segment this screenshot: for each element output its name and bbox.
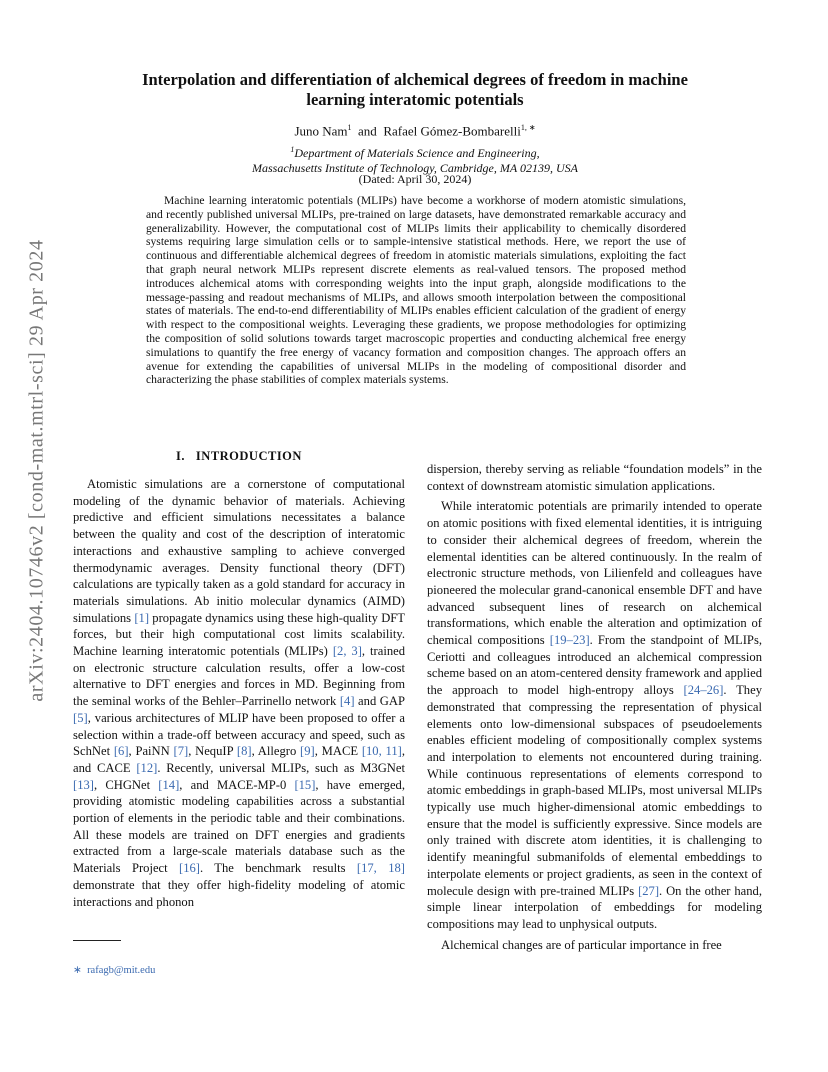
citation-link[interactable]: [19–23] <box>549 633 590 648</box>
author-line <box>120 123 710 139</box>
arxiv-identifier-sidebar <box>14 240 60 700</box>
citation-link[interactable]: [7] <box>173 744 189 759</box>
citation-link[interactable]: [10, 11] <box>361 744 402 759</box>
citation-link[interactable]: [27] <box>638 883 660 898</box>
citation-link[interactable]: [1] <box>134 610 150 625</box>
citation-link[interactable]: [16] <box>179 861 200 876</box>
paragraph: Atomistic simulations are a cornerstone of computational modeling of the dynamic behavior of materials. Achieving predictive and efficient simulations necessitates a balance between the quality and cost of the description of interatomic interactions and exhaustive sampling to achieve converged thermodynamic averages. Density functional theory (DFT) calculations are typically taken as a gold standard for accuracy in materials simulations. Ab initio molecular dynamics (AIMD) simulations [1] propagate dynamics using these high-quality DFT forces, but their high computational cost limits scalability. Machine learning interatomic potentials (MLIPs) [2, 3], trained on electronic structure calculation results, offer a low-cost alternative to DFT energies and forces in MD. Beginning from the seminal works of the Behler–Parrinello network [4] and GAP [5], various architectures of MLIP have been proposed to offer a selection within a trade-off between accuracy and speed, such as SchNet [6], PaiNN [7], NequIP [8], Allegro [9], MACE [10, 11], and CACE [12]. Recently, universal MLIPs, such as M3GNet [13], CHGNet [14], and MACE-MP-0 [15], have emerged, providing atomistic modeling capabilities across a substantial portion of elements in the periodic table and their combinations. All these models are trained on DFT energies and gradients extracted from a large-scale materials database such as the Materials Project [16]. The benchmark results [17, 18] demonstrate that they offer high-fidelity modeling of atomic interactions and phonon <box>73 477 406 909</box>
paragraph: dispersion, thereby serving as reliable “foundation models” in the context of downstream atomistic simulation applications. <box>427 462 762 493</box>
citation-link[interactable]: [13] <box>73 777 94 792</box>
paragraph: While interatomic potentials are primarily intended to operate on atomic positions with fixed elemental identities, it is intriguing to consider their alchemical degrees of freedom, wherein the elemental identities can be altered continuously. In the realm of electronic structure methods, von Lilienfeld and colleagues have pioneered the molecular grand-canonical ensemble DFT and have advanced subsequent lines of research on alchemical transformations, which enable the alteration and optimization of chemical compositions [19–23]. From the standpoint of MLIPs, Ceriotti and colleagues introduced an alchemical compression scheme based on an atom-centered density framework and applied the approach to model high-entropy alloys [24–26]. They demonstrated that compressing the representation of physical elements onto low-dimensional subspaces of pseudoelements enables efficient modeling of compositionally complex systems and interpolation to elements not encountered during training. While continuous representations of elements correspond to atomic embeddings in graph-based MLIPs, most universal MLIPs typically use much higher-dimensional atomic embeddings to ensure that the model is sufficiently expressive. Since models are only trained with discrete atom identities, it is challenging to identify meaningful submanifolds of elemental embeddings to interpolate elements or project gradients, as seen in the context of molecule design with pre-trained MLIPs [27]. On the other hand, simple linear interpolation of embeddings for modeling compositions may lead to unphysical outputs. <box>427 499 763 931</box>
left-column <box>73 476 405 910</box>
author-name: Rafael Gómez-Bombarelli <box>383 123 521 139</box>
affiliation <box>120 143 710 175</box>
affiliation-line: Department of Materials Science and Engineering, <box>294 146 540 160</box>
affiliation-marker: 1, ∗ <box>520 123 536 132</box>
section-title: INTRODUCTION <box>195 449 302 463</box>
paper-title: Interpolation and differentiation of alchemical degrees of freedom in machine learning interatomic potentials <box>142 70 688 109</box>
dated-line: (Dated: April 30, 2024) <box>358 172 472 186</box>
footnote-rule <box>73 940 121 941</box>
citation-link[interactable]: [24–26] <box>683 683 724 698</box>
affiliation-line: Massachusetts Institute of Technology, Cambridge, MA 02139, USA <box>252 160 578 175</box>
affiliation-marker: 1 <box>290 145 295 154</box>
citation-link[interactable]: [8] <box>236 744 252 759</box>
citation-link[interactable]: [6] <box>113 744 129 759</box>
citation-link[interactable]: [14] <box>158 777 180 792</box>
footnote <box>73 964 155 976</box>
section-number: I. <box>176 449 186 463</box>
citation-link[interactable]: [9] <box>300 744 315 759</box>
citation-link[interactable]: [4] <box>339 694 355 709</box>
abstract: Machine learning interatomic potentials (MLIPs) have become a workhorse of modern atomistic simulations, and recently published universal MLIPs, pre-trained on large datasets, have demonstrated remarkable accuracy and generalizability. However, the computational cost of MLIPs limits their applicability to chemically disordered systems requiring large simulation cells or to sample-intensive statistical methods. Here, we report the use of continuous and differentiable alchemical degrees of freedom in atomistic materials simulations, exploiting the fact that graph neural network MLIPs represent discrete elements as real-valued tensors. The proposed method introduces alchemical atoms with corresponding weights into the input graph, alongside modifications to the message-passing and readout mechanisms of MLIPs, and allows smooth interpolation between the compositional states of materials. The end-to-end differentiability of MLIPs enables efficient calculation of the gradient of energy with respect to the compositional weights. Leveraging these gradients, we propose methodologies for optimizing the composition of solid solutions towards target macroscopic properties and conducting alchemical free energy simulations to quantify the free energy of vacancy formation and composition changes. The approach offers an avenue for extending the capabilities of universal MLIPs in the modeling of compositional disorder and characterizing the phase stabilities of complex materials systems. <box>146 194 686 387</box>
author-name: Juno Nam <box>294 123 348 139</box>
citation-link[interactable]: [17, 18] <box>356 861 406 876</box>
citation-link[interactable]: [12] <box>136 760 158 775</box>
citation-link[interactable]: [2, 3] <box>332 644 362 659</box>
email-link[interactable]: rafagb@mit.edu <box>87 965 156 976</box>
author-conjunction: and <box>358 123 377 139</box>
affiliation-marker: 1 <box>347 123 352 132</box>
right-column <box>427 461 762 953</box>
arxiv-identifier: arXiv:2404.10746v2 [cond-mat.mtrl-sci] 29 Apr 2024 <box>25 238 48 702</box>
footnote-marker: ∗ <box>73 965 82 976</box>
citation-link[interactable]: [5] <box>73 710 88 725</box>
citation-link[interactable]: [15] <box>294 777 316 792</box>
section-heading <box>73 449 405 464</box>
paragraph: Alchemical changes are of particular importance in free <box>441 937 722 952</box>
